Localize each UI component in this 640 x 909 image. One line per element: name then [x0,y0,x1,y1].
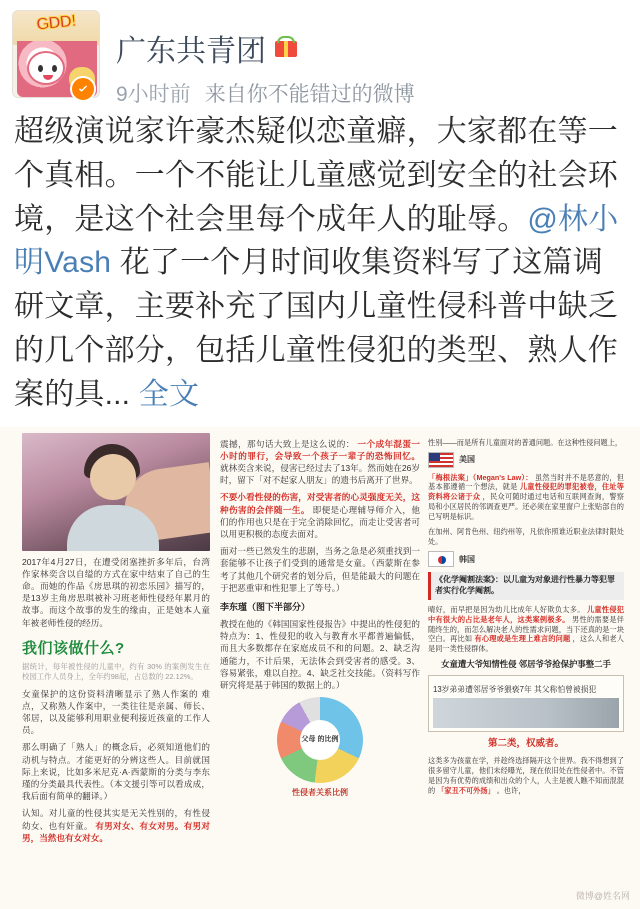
avatar-eye-right [52,65,57,72]
col-c-highlight-4: 「家丑不可外扬」 [437,786,495,796]
avatar-logo-text: GDD! [35,10,77,35]
col-c-paragraph-7-text: 这类多为孩童在学，并趁终选择隔开这个世界。我不得想到了很多留守儿童，他们未经曝光，现在依旧处在性侵者中。不管是因为有优势的成绩和出众的个人，人主是被人瞧不知而混混的 [428,756,624,796]
col-c-sub-heading: 第二类，权威者。 [487,738,564,750]
verified-badge-icon [70,76,96,102]
col-c-paragraph-5-text: 男性的需要是伴随终生的，而怎么解决老人的性需求问题，当下还真的是一块空白。再比如 [428,614,624,644]
col-c-law-headline: 《化学阉割法案》：以儿童为对象进行性暴力等犯罪者实行化学阉割。 [428,572,624,600]
col-c-paragraph-1-text: 虽然当时并不是恶意的，但基本都遵循一个想法，就是 [428,472,624,492]
child-adult-photo [22,433,210,551]
image-watermark: 微博@姓名网 [575,890,630,901]
col-a-paragraph-2-text: 女童保护的这份资料清晰显示了熟人作案的 难点，又称熟人作案中，一类往往是亲属、师长、邻居，以及能够利用职业便利接近孩童的工作人员。 [22,688,210,736]
collage-column-right [424,427,640,909]
post-image-collage[interactable] [0,427,640,909]
col-c-red-heading: 「梅根法案」（Megan's Law）： [428,472,533,482]
pie-chart-graphic [277,697,363,783]
post-text-rest: 花了一个月时间收集资料写了这篇调研文章，主要补充了国内儿童性侵科普中缺乏的几个部分，包括儿童性侵犯的类型、熟人作案的具... [14,246,618,411]
post-text [0,104,640,417]
name-row [116,26,628,70]
pie-chart [220,697,420,798]
avatar-eye-left [38,65,43,72]
pie-chart-caption: 性侵者关系比例 [292,788,348,798]
col-b-paragraph-5: 教授在他的《韩国国家性侵报告》中提出的性侵犯的特点为：1、性侵犯的收入与教育水平都普遍偏低，而且大多数都存在家庭成员不和的问题。2、缺乏沟通能力，不计后果，无法体会到受害者的感受。3、容易紧张，难以自控。4、缺乏社交技能。（资料写作研究将是基于韩国的数据上的。） [220,619,420,691]
korea-flag-row [428,551,624,567]
col-b-paragraph-3 [220,491,420,540]
col-c-top-paragraph: 性别——而是所有儿童面对的普通问题。在这种性侵问题上， [428,437,623,447]
col-a-paragraph-4-text: 认知。对儿童的性侵其实是无关性别的，有性侵幼女、也有奸童。 [22,808,210,831]
avatar-wrap[interactable] [12,10,104,102]
author-name[interactable]: 广东共青团 [116,35,266,68]
col-c-highlight-1: 儿童性侵犯的罪犯被卷，住址等资料将公诸于众 [428,482,624,502]
post-text-main: 超级演说家许豪杰疑似恋童癖，大家都在等一个真相。一个不能让儿童感觉到安全的社会环境，是这个社会里每个成年人的耻辱。 [14,115,618,236]
news-thumbnail [433,698,619,728]
col-b-highlight-1: 一个成年混蛋一小时的罪行，会导致一个孩子一辈子的恐怖回忆。 [220,438,420,461]
col-b-paragraph-2-text: 就林奕含来说，侵害已经过去了13年。然而她在26岁时，留下「对不起家人朋友」的遗书后离开了世界。 [220,462,420,486]
collage-column-left [0,427,216,909]
col-c-paragraph-1 [428,473,624,523]
col-c-news-headline: 13岁弟弟遭邻居爷爷猥亵7年 其父称怕曾被损犯 [433,685,597,695]
col-c-news-box [428,675,624,732]
col-c-paragraph-3: 在加州、阿肯色州、纽约州等，凡依你照谁近职业法律时限处处。 [428,527,624,547]
col-c-paragraph-7 [428,756,624,796]
col-b-paragraph-3-text: 即便是心理辅导师介入，他们的作用也只是在于完全消除回忆，而走让受害者可以用更积极的态度去面对。 [220,504,420,539]
col-b-author-signature: 李东瑾（图下半部分） [220,602,311,613]
header-text [104,10,628,108]
col-c-paragraph-6-text: ，这么人和老人是同一类性侵群体。 [428,634,624,654]
col-a-paragraph-2 [22,688,210,737]
col-a-paragraph-1: 2017年4月27日，在遭受闭塞挫折多年后，台湾作家林奕含以自缢的方式在家中结束了自己的生命。而她的作品《房思琪的初恋乐园》描写的，是13岁主角房思琪被补习班老师性侵经年累月的故事。而这个故事的发生的缘由，正是她本人童年被老师性侵的经历。 [22,556,210,628]
post-header [0,0,640,104]
col-c-paragraph-4-text: 晴好，而早把是因为幼儿比成年人好欺负太多。 [428,604,585,614]
avatar-mouth [43,75,53,80]
col-c-highlight-2: 儿童性侵犯中有很大的占比是老年人，这类案例极多。 [428,604,624,624]
col-c-paragraph-8-text: 。也许， [496,786,526,796]
korea-flag-icon [428,551,454,567]
meta-row [116,78,628,108]
post-mention-link[interactable]: @林小明Vash [14,202,619,280]
col-a-paragraph-4 [22,807,210,844]
korea-flag-label: 韩国 [459,554,475,564]
post-source-prefix: 来自 [204,83,247,106]
col-a-faded-stats: 据统计，每年被性侵的儿童中，约有 30% 的案例发生在校园工作人员身上，全年约98起，占总数的 22.12%。 [22,661,210,682]
col-c-news-line: 女童遭大爷知情性侵 邻居爷爷抢保护事整二手 [441,659,611,670]
col-b-paragraph-1 [220,438,420,487]
gift-icon[interactable] [273,36,301,60]
col-b-highlight-2: 不要小看性侵的伤害，对受害者的心灵强度无关，这种伤害的会伴随一生。 [220,492,420,515]
pie-chart-center-label: 父母 的比例 [300,720,340,760]
usa-flag-icon [428,452,454,468]
usa-flag-label: 美国 [459,455,475,465]
usa-flag-row [428,452,624,468]
col-a-section-title: 我们该做什么? [22,639,125,657]
collage-column-middle [216,427,424,909]
post-source[interactable] [205,78,415,108]
col-b-paragraph-4: 面对一些已然发生的悲剧，当务之急是必须重找到一套能够不让孩子们受到的通常是女童。（西蒙斯在参考了其他几个研究者的划分后，但是能最大的问题在于把恶重审和性犯罪上了等号。） [220,546,420,593]
post-source-name: 你不能错过的微博 [246,83,415,106]
post-timestamp: 9小时前 [116,83,191,106]
col-c-highlight-3: 有心理或是生理上难言的问题 [474,634,571,644]
col-b-paragraph-1-text: 震撼，那句话大致上是这么说的： [220,438,355,449]
col-c-paragraph-4 [428,605,624,655]
col-a-highlight-1: 有男对女、有女对男。有男对男，当然也有女对女。 [22,820,210,843]
avatar-face [27,51,65,85]
col-c-paragraph-2-text: ，民众可随时通过电话和互联网查询，警察局和小区居民的邻调查更严。还必须在家里窗户上张贴部自的已写明是标识。 [428,492,624,522]
expand-full-text-link[interactable]: 全文 [138,377,200,411]
col-a-paragraph-3: 那么明确了「熟人」的概念后，必须知道他们的动机与特点。才能更好的分辨这些人。目前就国际上来说，比如多米尼克·A·西蒙斯的分类与李东瑾的分类最具代表性。（本文援引等可以看成成，我后面有简单的翻译。） [22,742,210,802]
